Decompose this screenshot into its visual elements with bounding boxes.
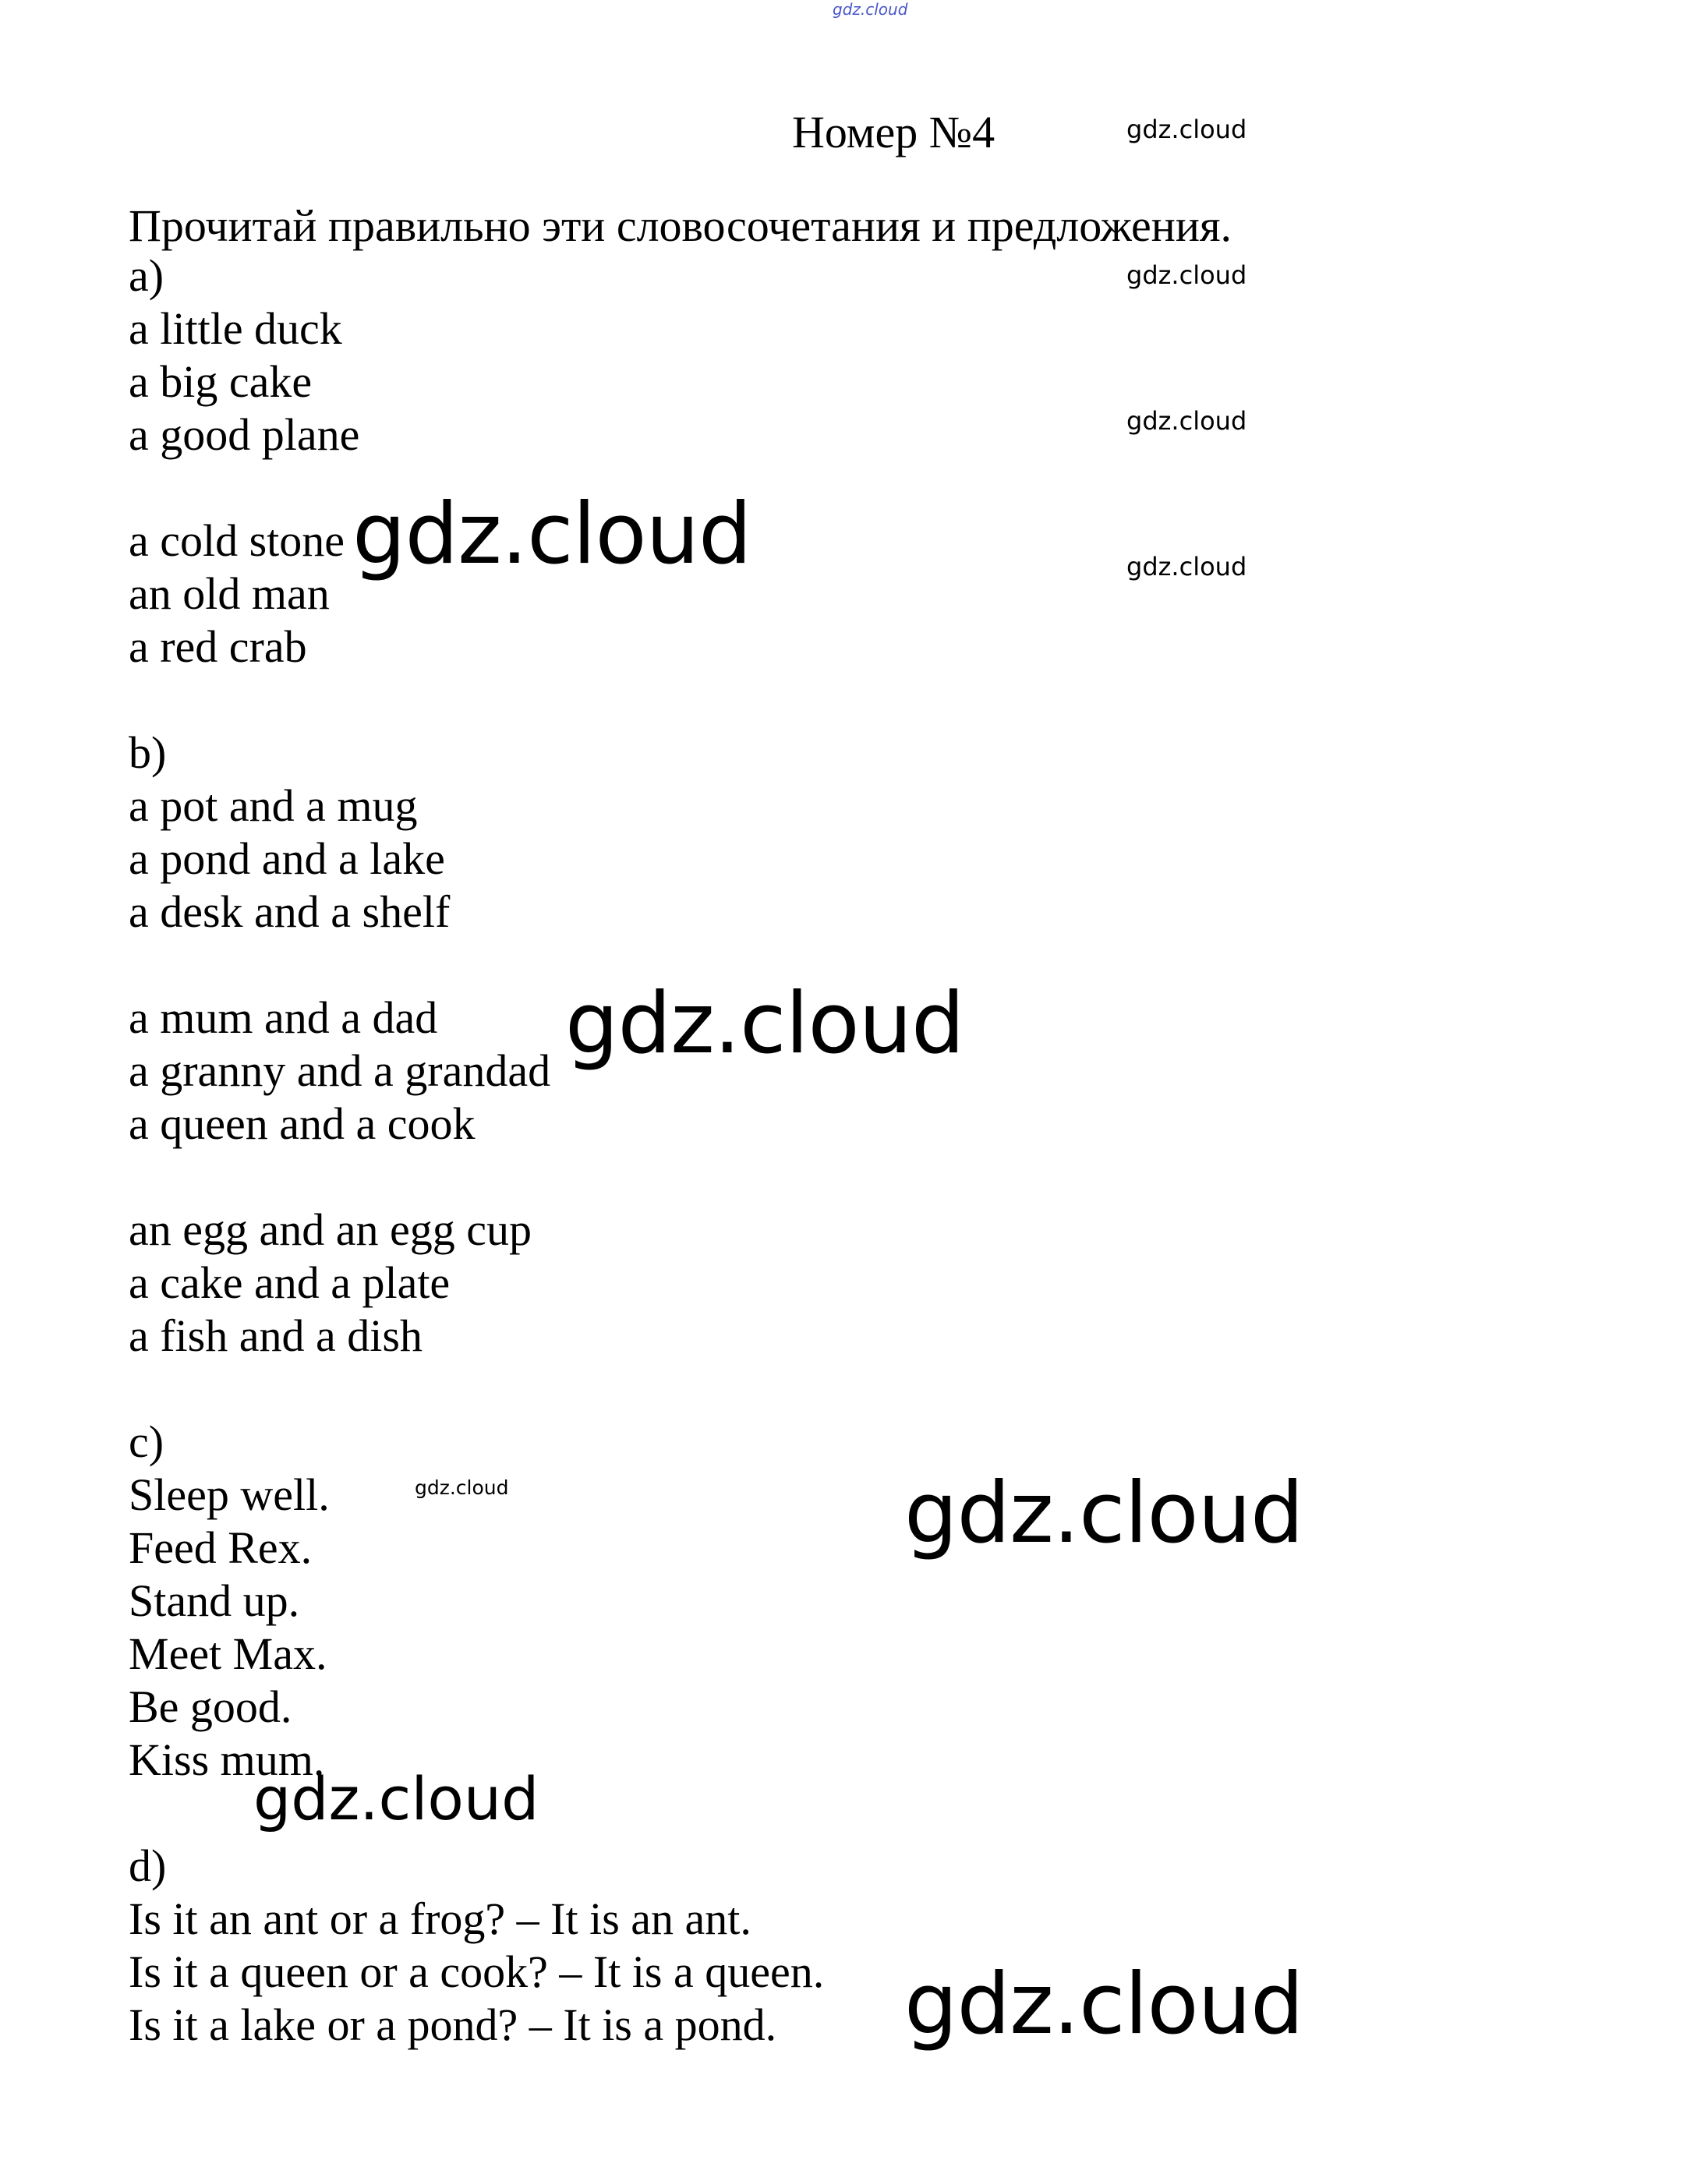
- watermark-medium: gdz.cloud: [253, 1764, 539, 1833]
- watermark-large: gdz.cloud: [565, 975, 964, 1073]
- text-line: Be good.: [129, 1681, 292, 1732]
- text-line: a pond and a lake: [129, 833, 445, 884]
- text-line: a queen and a cook: [129, 1098, 476, 1149]
- text-line: a granny and a grandad: [129, 1045, 551, 1096]
- text-line: a big cake: [129, 356, 313, 407]
- text-line: an egg and an egg cup: [129, 1204, 532, 1255]
- text-line: a cold stone: [129, 515, 345, 566]
- watermark-large: gdz.cloud: [904, 1956, 1303, 2053]
- text-line: a little duck: [129, 303, 342, 354]
- watermark-large: gdz.cloud: [352, 486, 751, 583]
- text-line: an old man: [129, 568, 330, 619]
- text-line: Is it an ant or a frog? – It is an ant.: [129, 1893, 751, 1944]
- text-line: Is it a queen or a cook? – It is a queen.: [129, 1946, 825, 1997]
- watermark-small: gdz.cloud: [415, 1476, 509, 1499]
- watermark-small: gdz.cloud: [1126, 260, 1247, 290]
- text-line: Feed Rex.: [129, 1522, 313, 1573]
- text-line: Meet Max.: [129, 1628, 327, 1679]
- text-line: a good plane: [129, 409, 360, 460]
- section-label-a: a): [129, 250, 164, 301]
- text-line: a red crab: [129, 621, 307, 672]
- text-line: a desk and a shelf: [129, 886, 451, 937]
- text-line: Is it a lake or a pond? – It is a pond.: [129, 1999, 777, 2050]
- text-line: a fish and a dish: [129, 1310, 423, 1361]
- page-title: Номер №4: [792, 107, 995, 157]
- text-line: Stand up.: [129, 1575, 300, 1626]
- text-line: Sleep well.: [129, 1469, 330, 1520]
- watermark-top: gdz.cloud: [833, 0, 908, 19]
- text-line: Kiss mum.: [129, 1734, 325, 1785]
- watermark-small: gdz.cloud: [1126, 552, 1247, 582]
- section-label-c: c): [129, 1416, 164, 1467]
- watermark-large: gdz.cloud: [904, 1465, 1303, 1562]
- watermark-small: gdz.cloud: [1126, 406, 1247, 436]
- section-label-b: b): [129, 727, 167, 778]
- section-label-d: d): [129, 1840, 167, 1891]
- text-line: a cake and a plate: [129, 1257, 451, 1308]
- instruction-text: Прочитай правильно эти словосочетания и предложения.: [129, 200, 1232, 251]
- text-line: a mum and a dad: [129, 992, 438, 1043]
- watermark-small: gdz.cloud: [1126, 115, 1247, 144]
- text-line: a pot and a mug: [129, 780, 418, 831]
